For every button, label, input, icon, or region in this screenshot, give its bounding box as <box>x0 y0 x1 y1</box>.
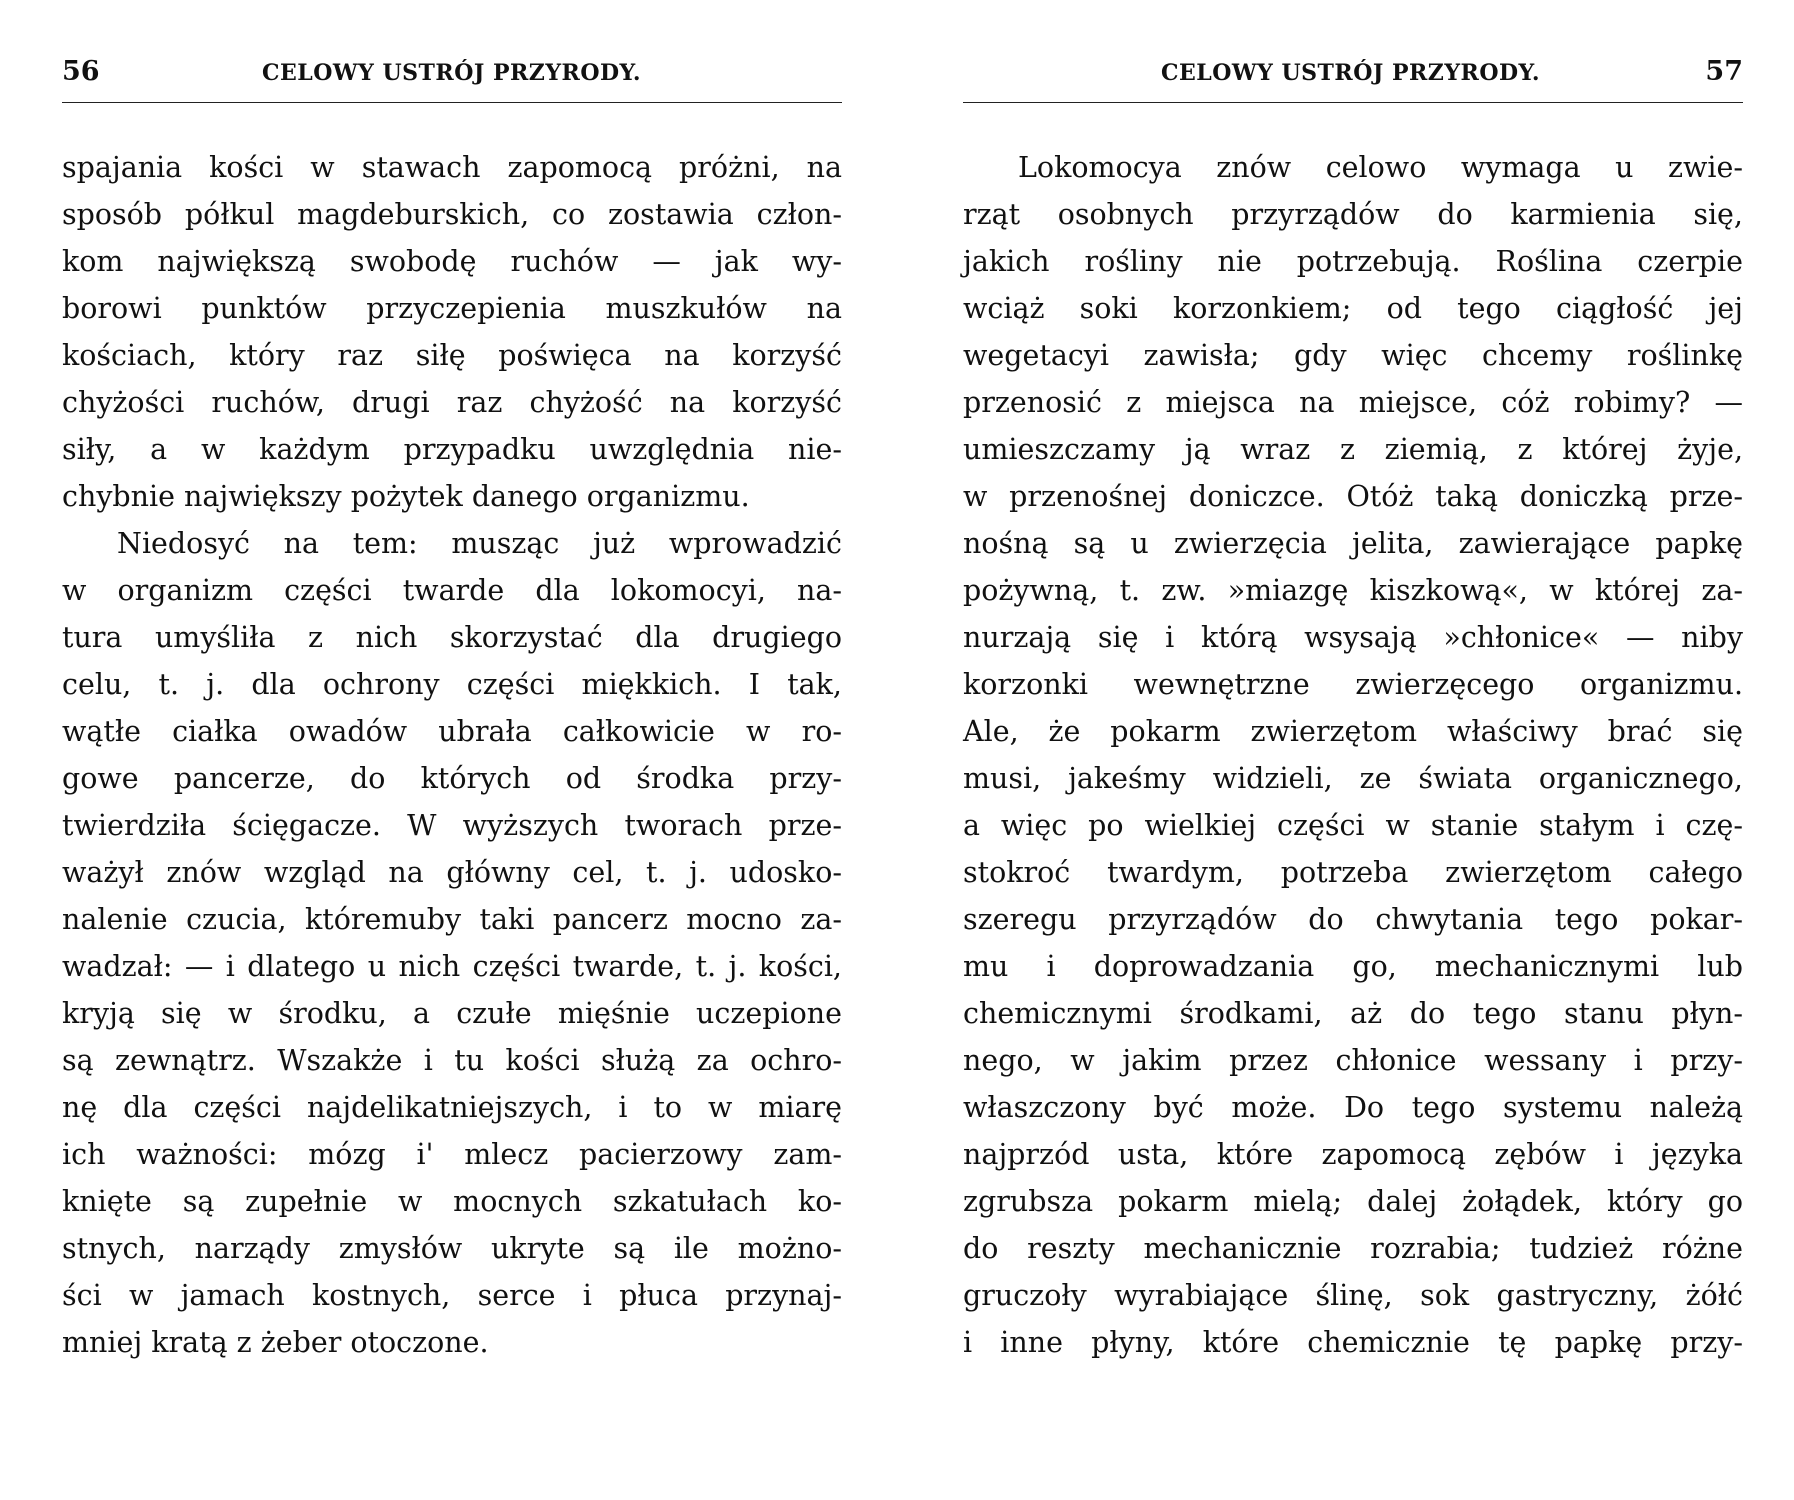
text-line: Lokomocya znów celowo wymaga u zwie- <box>1018 151 1743 184</box>
text-line: tura umyśliła z nich skorzystać dla drugiego <box>62 621 842 654</box>
left-page-body <box>62 144 842 1366</box>
text-line: nurzają się i którą wsysają »chłonice« — niby <box>963 621 1743 654</box>
text-line: w organizm części twarde dla lokomocyi, na- <box>62 574 842 607</box>
text-line: Ale, że pokarm zwierzętom właściwy brać się <box>963 715 1743 748</box>
text-line: a więc po wielkiej części w stanie stałym i czę- <box>963 809 1743 842</box>
text-line: gruczoły wyrabiające ślinę, sok gastryczny, żółć <box>963 1279 1743 1312</box>
text-line: siły, a w każdym przypadku uwzględnia nie- <box>62 433 842 466</box>
text-line: mu i doprowadzania go, mechanicznymi lub <box>963 950 1743 983</box>
text-line: do reszty mechanicznie rozrabia; tudzież różne <box>963 1232 1743 1265</box>
text-line: ważył znów wzgląd na główny cel, t. j. udosko- <box>62 856 842 889</box>
text-line: chybnie największy pożytek danego organizmu. <box>62 480 750 513</box>
right-header-rule <box>963 102 1743 103</box>
text-line: kryją się w środku, a czułe mięśnie uczepione <box>62 997 842 1030</box>
left-page <box>62 0 842 1500</box>
text-line: spajania kości w stawach zapomocą próżni, na <box>62 151 842 184</box>
text-line: korzonki wewnętrzne zwierzęcego organizmu. <box>963 668 1743 701</box>
text-line: twierdziła ścięgacze. W wyższych tworach prze- <box>62 809 842 842</box>
text-line: mniej kratą z żeber otoczone. <box>62 1326 489 1359</box>
text-line: chemicznymi środkami, aż do tego stanu płyn- <box>963 997 1743 1030</box>
text-line: i inne płyny, które chemicznie tę papkę przy- <box>963 1326 1743 1359</box>
text-line: kom największą swobodę ruchów — jak wy- <box>62 245 842 278</box>
text-line: stnych, narządy zmysłów ukryte są ile możno- <box>62 1232 842 1265</box>
text-line: wegetacyi zawisła; gdy więc chcemy roślinkę <box>963 339 1743 372</box>
left-running-title: CELOWY USTRÓJ PRZYRODY. <box>262 60 642 86</box>
text-line: knięte są zupełnie w mocnych szkatułach ko- <box>62 1185 842 1218</box>
text-line: właszczony być może. Do tego systemu należą <box>963 1091 1743 1124</box>
text-line: zgrubsza pokarm mielą; dalej żołądek, który go <box>963 1185 1743 1218</box>
right-page <box>963 0 1743 1500</box>
text-line: nę dla części najdelikatniejszych, i to w miarę <box>62 1091 842 1124</box>
text-line: kościach, który raz siłę poświęca na korzyść <box>62 339 842 372</box>
text-line: przenosić z miejsca na miejsce, cóż robimy? — <box>963 386 1743 419</box>
text-line: borowi punktów przyczepienia muszkułów na <box>62 292 842 325</box>
text-line: są zewnątrz. Wszakże i tu kości służą za ochro- <box>62 1044 842 1077</box>
text-line: nalenie czucia, któremuby taki pancerz mocno za- <box>62 903 842 936</box>
text-line: nego, w jakim przez chłonice wessany i przy- <box>963 1044 1743 1077</box>
right-page-body <box>963 144 1743 1366</box>
text-line: wątłe ciałka owadów ubrała całkowicie w ro- <box>62 715 842 748</box>
text-line: wadzał: — i dlatego u nich części twarde, t. j. kości, <box>62 950 842 983</box>
text-line: jakich rośliny nie potrzebują. Roślina czerpie <box>963 245 1743 278</box>
text-line: celu, t. j. dla ochrony części miękkich. I tak, <box>62 668 842 701</box>
text-line: Niedosyć na tem: musząc już wprowadzić <box>117 527 842 560</box>
text-line: chyżości ruchów, drugi raz chyżość na korzyść <box>62 386 842 419</box>
left-page-number: 56 <box>62 56 100 87</box>
text-line: pożywną, t. zw. »miazgę kiszkową«, w której za- <box>963 574 1743 607</box>
text-line: nośną są u zwierzęcia jelita, zawierające papkę <box>963 527 1743 560</box>
text-line: rząt osobnych przyrządów do karmienia się, <box>963 198 1743 231</box>
text-line: stokroć twardym, potrzeba zwierzętom całego <box>963 856 1743 889</box>
text-line: musi, jakeśmy widzieli, ze świata organicznego, <box>963 762 1743 795</box>
text-line: w przenośnej doniczce. Otóż taką doniczką prze- <box>963 480 1743 513</box>
text-line: ści w jamach kostnych, serce i płuca przynaj- <box>62 1279 842 1312</box>
left-header-rule <box>62 102 842 103</box>
text-line: ich ważności: mózg i' mlecz pacierzowy zam- <box>62 1138 842 1171</box>
right-running-title: CELOWY USTRÓJ PRZYRODY. <box>1161 60 1541 86</box>
left-page-header <box>62 56 842 96</box>
right-page-header <box>963 56 1743 96</box>
text-line: gowe pancerze, do których od środka przy- <box>62 762 842 795</box>
text-line: szeregu przyrządów do chwytania tego pokar- <box>963 903 1743 936</box>
text-line: sposób półkul magdeburskich, co zostawia człon- <box>62 198 842 231</box>
text-line: umieszczamy ją wraz z ziemią, z której żyje, <box>963 433 1743 466</box>
text-line: najprzód usta, które zapomocą zębów i języka <box>963 1138 1743 1171</box>
text-line: wciąż soki korzonkiem; od tego ciągłość jej <box>963 292 1743 325</box>
right-page-number: 57 <box>1705 56 1743 87</box>
